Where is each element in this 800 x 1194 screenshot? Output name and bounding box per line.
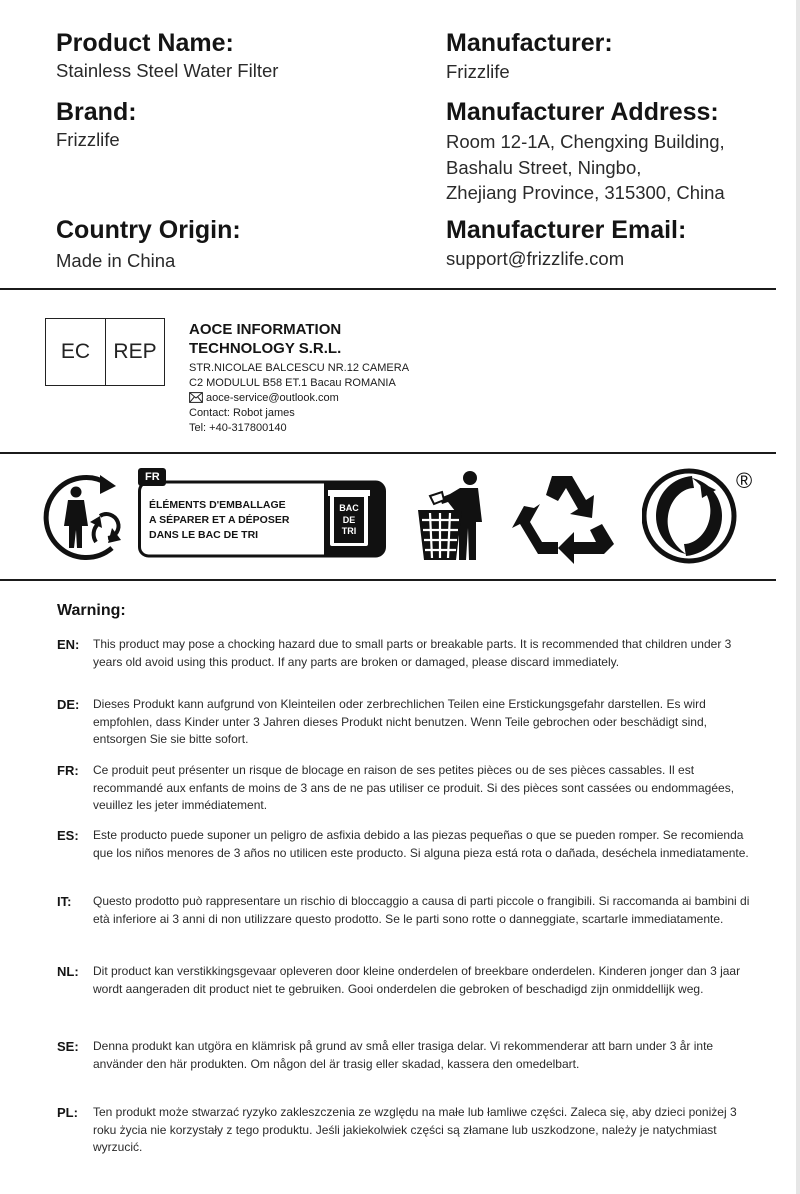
warning-lang: EN: [57, 637, 80, 652]
page-edge [796, 0, 800, 1194]
manufacturer-address-block [446, 97, 725, 206]
warning-lang: IT: [57, 894, 72, 909]
warning-lang: DE: [57, 697, 80, 712]
registered-mark: ® [736, 468, 753, 493]
ec-label: EC [46, 319, 106, 385]
triman-line: ÉLÉMENTS D'EMBALLAGE [149, 499, 286, 511]
tidyman-icon [412, 466, 496, 564]
ec-rep-contact: Contact: Robot james [189, 407, 295, 419]
divider [0, 288, 776, 290]
warning-text: Este producto puede suponer un peligro de asfixia debido a las piezas pequeñas o que se pueden romper. Se recomienda que los niños menores de 3 años no utilicen este producto. Si alguna pieza está rota o dañada, deséchela inmediatamente. [93, 828, 749, 860]
warning-text: Dit product kan verstikkingsgevaar opleveren door kleine onderdelen of breekbare onderdelen. Kinderen jonger dan 3 jaar wordt aangeraden dit product niet te gebruiken. Gooi onderdelen die gebroken of beschadigd zijn onmiddellijk weg. [93, 964, 741, 996]
country-label: Country Origin: [56, 216, 241, 244]
company-line: TECHNOLOGY S.R.L. [189, 340, 342, 357]
triman-info-label [138, 468, 386, 558]
bin-label [334, 503, 364, 538]
recycle-icon [512, 468, 622, 564]
warning-lang: PL: [57, 1105, 78, 1120]
manufacturer-block [446, 28, 613, 84]
ec-rep-email-row [189, 391, 409, 406]
warning-title: Warning: [57, 602, 126, 619]
bin-line: BAC [339, 503, 359, 513]
ec-rep-details [189, 361, 409, 436]
divider [0, 579, 776, 581]
manufacturer-value: Frizzlife [446, 61, 510, 82]
bin-line: DE [342, 514, 356, 525]
warning-lang: FR: [57, 763, 79, 778]
brand-block [56, 97, 137, 152]
mail-icon [189, 392, 203, 403]
ec-rep-box [45, 318, 165, 386]
ec-rep-address-line: STR.NICOLAE BALCESCU NR.12 CAMERA [189, 362, 410, 374]
green-dot-icon [642, 466, 742, 566]
bin-line: TRI [341, 526, 357, 536]
divider [0, 452, 776, 454]
triman-icon [38, 472, 130, 560]
warning-lang: ES: [57, 828, 79, 843]
address-line: Room 12-1A, Chengxing Building, [446, 131, 725, 152]
ec-rep-email: aoce-service@outlook.com [206, 392, 339, 404]
warning-lang: SE: [57, 1039, 79, 1054]
product-name-block [56, 28, 278, 83]
manufacturer-address-label: Manufacturer Address: [446, 98, 719, 126]
country-value: Made in China [56, 250, 176, 271]
company-line: AOCE INFORMATION [189, 321, 342, 338]
manufacturer-label: Manufacturer: [446, 29, 613, 57]
warning-text: This product may pose a chocking hazard due to small parts or breakable parts. It is recommended that children under 3 years old avoid using this product. If any parts are broken or damaged, please discard immediately. [93, 637, 732, 669]
warning-text: Questo prodotto può rappresentare un rischio di bloccaggio a causa di parti piccole o frangibili. Si raccomanda ai bambini di età inferiore ai 3 anni di non utilizzare questo prodotto. Se le parti sono rotte o danneggiate, scartarle immediatamente. [93, 894, 750, 926]
warning-text: Ten produkt może stwarzać ryzyko zakleszczenia ze względu na małe lub łamliwe części. Zaleca się, aby dzieci poniżej 3 roku życia nie korzystały z tego produktu. Jeśli jakiekolwiek części są złamane lub uszkodzone, należy je natychmiast wyrzucić. [93, 1105, 737, 1154]
ec-rep-tel: Tel: +40-317800140 [189, 422, 287, 434]
manufacturer-email-label: Manufacturer Email: [446, 216, 687, 244]
warning-text: Dieses Produkt kann aufgrund von Kleinteilen oder zerbrechlichen Teilen eine Erstickungsgefahr darstellen. Es wird empfohlen, dass Kinder unter 3 Jahren dieses Produkt nicht benutzen. Wenn Teile gebrochen oder beschädigt sind, entsorgen Sie sie bitte sofort. [93, 697, 707, 746]
warning-text: Ce produit peut présenter un risque de blocage en raison de ses petites pièces ou de ses pièces cassables. Il est recommandé aux enfants de moins de 3 ans de ne pas utiliser ce produit. Si des pièces sont cassées ou endommagées, veuillez les jeter immédiatement. [93, 763, 735, 812]
ec-rep-company [189, 320, 341, 358]
ec-rep-address-line: C2 MODULUL B58 ET.1 Bacau ROMANIA [189, 377, 396, 389]
country-block [56, 215, 241, 273]
manufacturer-email-value: support@frizzlife.com [446, 248, 625, 269]
address-line: Bashalu Street, Ningbo, [446, 156, 642, 178]
triman-badge: FR [145, 471, 160, 483]
warning-lang: NL: [57, 964, 79, 979]
warning-text: Denna produkt kan utgöra en klämrisk på grund av små eller trasiga delar. Vi rekommenderar att barn under 3 år inte använder den här produkten. Om någon del är trasig eller skadad, kassera den omedelbart. [93, 1039, 714, 1071]
product-name-value: Stainless Steel Water Filter [56, 60, 279, 81]
triman-line: A SÉPARER ET A DÉPOSER [149, 514, 290, 526]
triman-line: DANS LE BAC DE TRI [149, 529, 259, 541]
manufacturer-email-block [446, 215, 686, 271]
brand-value: Frizzlife [56, 129, 120, 150]
brand-label: Brand: [56, 98, 137, 126]
green-dot-block [642, 466, 764, 566]
rep-label: REP [113, 340, 157, 363]
product-name-label: Product Name: [56, 29, 234, 57]
triman-text [149, 498, 289, 543]
address-line: Zhejiang Province, 315300, China [446, 182, 725, 203]
